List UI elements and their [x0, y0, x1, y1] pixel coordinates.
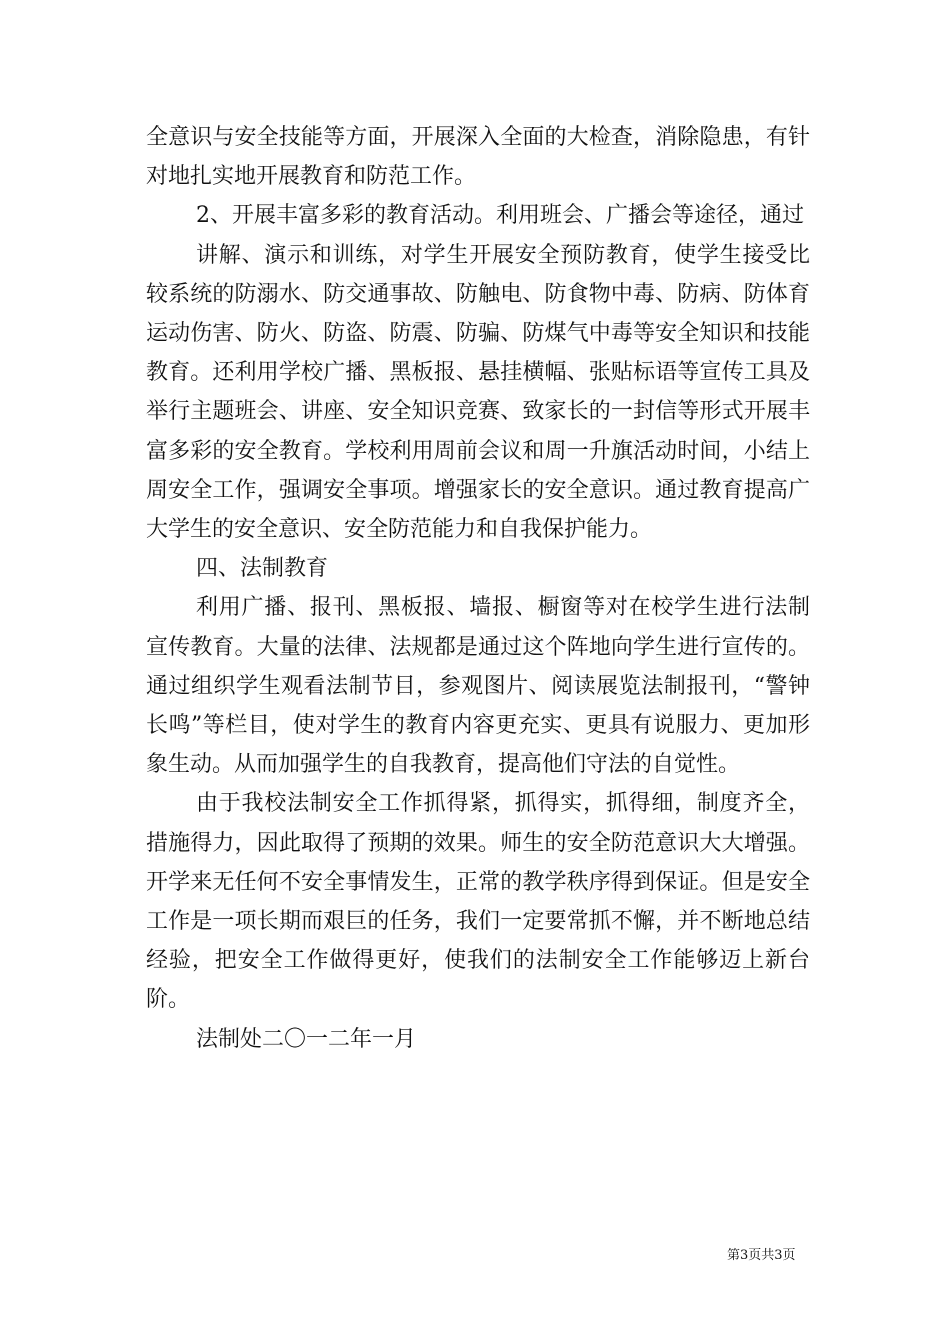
paragraph-legal-education: 利用广播、报刊、黑板报、墙报、橱窗等对在校学生进行法制宣传教育。大量的法律、法规都是通过这个阵地向学生进行宣传的。通过组织学生观看法制节目，参观图片、阅读展览法制报刊，“警钟长鸣”等栏目，使对学生的教育内容更充实、更具有说服力、更加形象生动。从而加强学生的自我教育，提高他们守法的自觉性。 [146, 595, 810, 778]
paragraph-item-2-intro: 2、开展丰富多彩的教育活动。利用班会、广播会等途径，通过 [196, 203, 804, 229]
page-number-footer: 第3页共3页 [727, 1248, 796, 1263]
paragraph-summary: 由于我校法制安全工作抓得紧，抓得实，抓得细，制度齐全，措施得力，因此取得了预期的效果。师生的安全防范意识大大增强。开学来无任何不安全事情发生，正常的教学秩序得到保证。但是安全工作是一项长期而艰巨的任务，我们一定要常抓不懈，并不断地总结经验，把安全工作做得更好，使我们的法制安全工作能够迈上新台阶。 [146, 791, 810, 1013]
document-body [146, 118, 810, 1059]
section-heading-legal-education: 四、法制教育 [196, 556, 329, 582]
signature-date-line: 法制处二〇一二年一月 [196, 1026, 417, 1052]
paragraph-safety-education: 讲解、演示和训练，对学生开展安全预防教育，使学生接受比较系统的防溺水、防交通事故、防触电、防食物中毒、防病、防体育运动伤害、防火、防盗、防震、防骗、防煤气中毒等安全知识和技能教育。还利用学校广播、黑板报、悬挂横幅、张贴标语等宣传工具及举行主题班会、讲座、安全知识竞赛、致家长的一封信等形式开展丰富多彩的安全教育。学校利用周前会议和周一升旗活动时间，小结上周安全工作，强调安全事项。增强家长的安全意识。通过教育提高广大学生的安全意识、安全防范能力和自我保护能力。 [146, 242, 810, 543]
paragraph-continuation: 全意识与安全技能等方面，开展深入全面的大检查，消除隐患，有针对地扎实地开展教育和防范工作。 [146, 125, 810, 190]
